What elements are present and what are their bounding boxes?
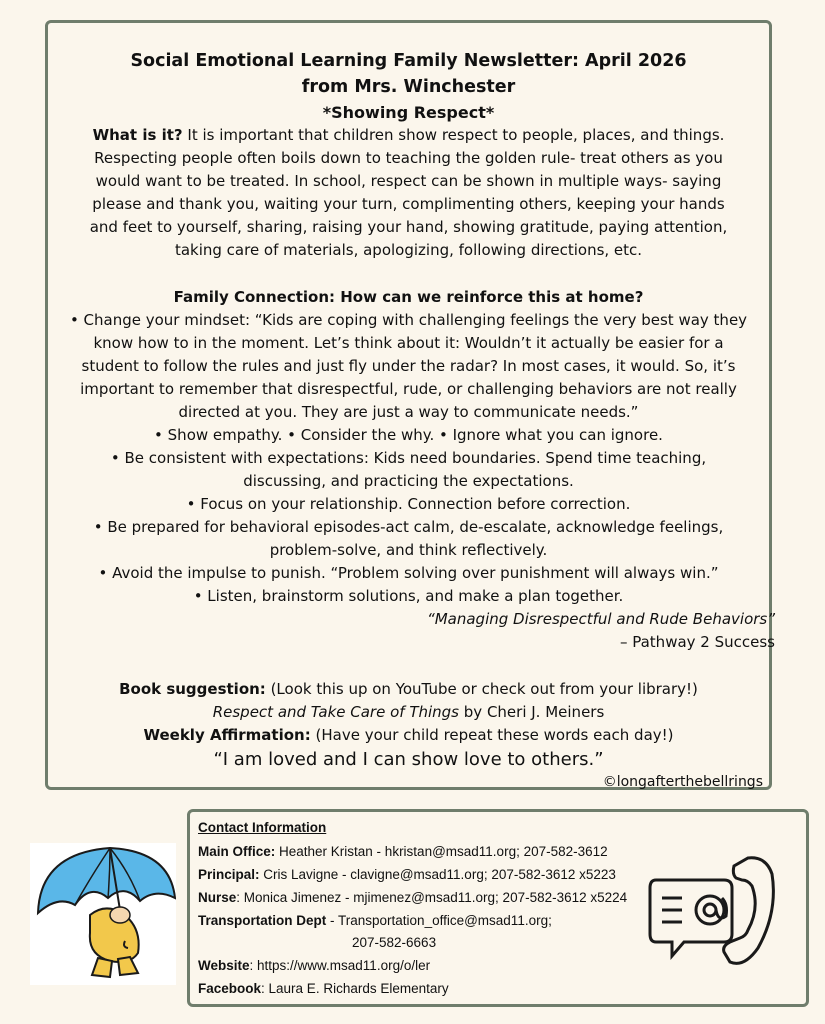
credit: ©longafterthebellrings [602,774,763,790]
family-line: discussing, and practicing the expectations. [243,472,574,490]
family-line: • Show empathy. • Consider the why. • Ignore what you can ignore. [154,426,663,444]
family-line: • Change your mindset: “Kids are coping with challenging feelings the very best way they [69,311,748,329]
book-title: Respect and Take Care of Things [212,703,460,721]
family-line: • Listen, brainstorm solutions, and make a plan together. [193,587,624,605]
principal: Principal: Cris Lavigne - clavigne@msad11.org; 207-582-3612 x5223 [198,867,616,882]
newsletter-author: from Mrs. Winchester [301,77,516,97]
affirmation-line: Weekly Affirmation: (Have your child repeat these words each day!) [143,726,674,744]
what-line: Respecting people often boils down to teaching the golden rule- treat others as you [94,149,723,167]
family-line: • Avoid the impulse to punish. “Problem solving over punishment will always win.” [98,564,719,582]
family-line: directed at you. They are just a way to communicate needs.” [178,403,639,421]
newsletter-title: Social Emotional Learning Family Newsletter: April 2026 [130,51,687,71]
family-line: problem-solve, and think reflectively. [269,541,548,559]
website[interactable]: Website: https://www.msad11.org/o/ler [198,958,431,973]
what-line: taking care of materials, apologizing, following directions, etc. [174,241,643,259]
umbrella-kid-illustration [30,843,176,985]
family-heading: Family Connection: How can we reinforce this at home? [173,288,644,306]
nurse: Nurse: Monica Jimenez - mjimenez@msad11.org; 207-582-3612 x5224 [198,890,628,905]
what-line: and feet to yourself, sharing, raising your hand, showing gratitude, paying attention, [89,218,728,236]
newsletter-subtitle: *Showing Respect* [322,103,495,122]
what-label: What is it? [92,126,183,144]
book-suggestion: Book suggestion: (Look this up on YouTube or check out from your library!) [119,680,698,698]
what-line: please and thank you, waiting your turn, complimenting others, keeping your hands [92,195,725,213]
contact-heading: Contact Information [198,820,327,835]
family-line: • Focus on your relationship. Connection before correction. [186,495,631,513]
family-line: student to follow the rules and just fly under the radar? In most cases, it would. So, it’s [81,357,736,375]
what-line: What is it? It is important that children show respect to people, places, and things. [92,126,725,144]
facebook[interactable]: Facebook: Laura E. Richards Elementary [198,981,449,996]
main-office: Main Office: Heather Kristan - hkristan@msad11.org; 207-582-3612 [198,844,608,859]
book-title-line: Respect and Take Care of Things by Cheri J. Meiners [212,703,605,721]
family-line: know how to in the moment. Let’s think about it: Wouldn’t it actually be easier for a [93,334,724,352]
family-line: important to remember that disrespectful, rude, or challenging behaviors are not really [80,380,737,398]
source-author: – Pathway 2 Success [619,633,775,651]
affirmation-quote: “I am loved and I can show love to others.” [213,749,604,770]
family-line: • Be consistent with expectations: Kids need boundaries. Spend time teaching, [110,449,707,467]
what-line: would want to be treated. In school, respect can be shown in multiple ways- saying [95,172,722,190]
newsletter-panel [45,20,775,790]
source-title: “Managing Disrespectful and Rude Behaviors” [426,610,775,628]
family-line: • Be prepared for behavioral episodes-act calm, de-escalate, acknowledge feelings, [93,518,724,536]
transportation-phone: 207-582-6663 [352,935,437,950]
email-phone-icon [648,852,778,970]
transportation: Transportation Dept - Transportation_office@msad11.org; [198,913,552,928]
